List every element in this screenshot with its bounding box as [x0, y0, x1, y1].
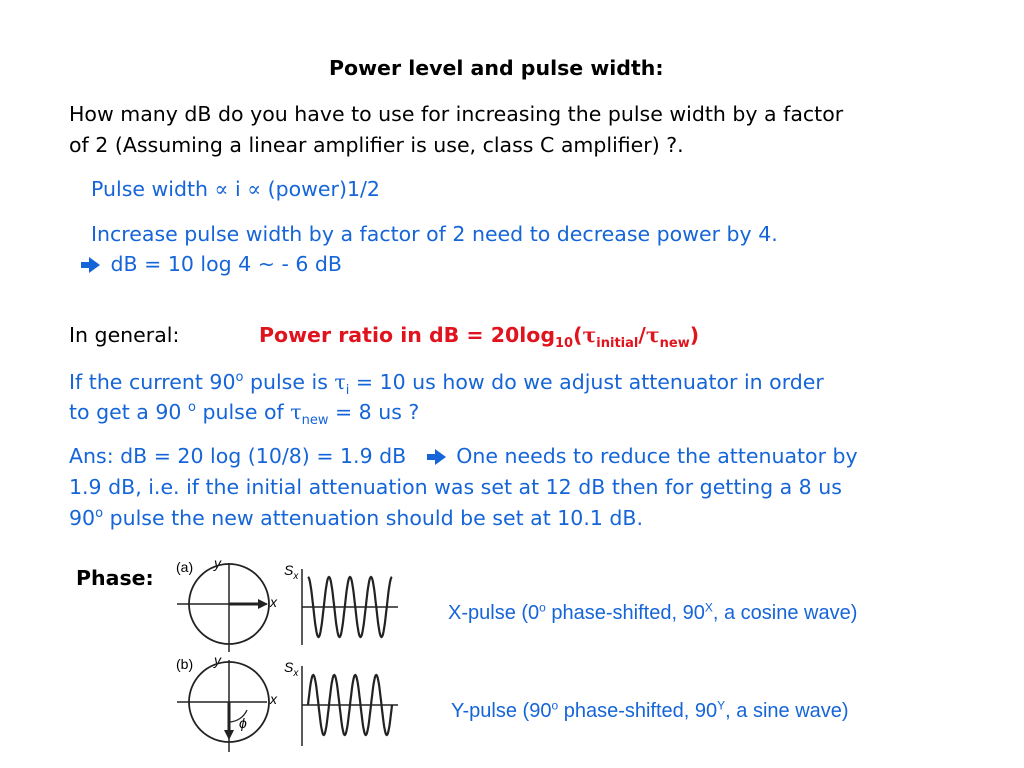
question-line-2: of 2 (Assuming a linear amplifier is use, class C amplifier) ?. — [69, 133, 684, 157]
current-text-f: = 8 us ? — [328, 400, 420, 424]
current-text-c: = 10 us how do we adjust attenuator in order — [349, 370, 824, 394]
panel-b-label: (b) — [176, 656, 194, 672]
increase-line-2 — [69, 249, 342, 280]
y-pulse-caption — [451, 700, 849, 723]
degree-sup: o — [539, 600, 546, 615]
answer-text-d: pulse the new attenuation should be set at 10.1 dB. — [103, 506, 644, 530]
phi-label: ϕ — [239, 715, 247, 731]
page-title: Power level and pulse width: — [329, 56, 664, 80]
x-axis-label: x — [270, 594, 277, 610]
arrow-right-icon — [89, 257, 100, 273]
caption-text: phase-shifted, 90 — [558, 700, 718, 722]
signal-label: $S_x$ — [284, 562, 299, 582]
tau-symbol: τ — [645, 323, 660, 347]
panel-a-label: (a) — [176, 559, 194, 575]
answer-text-b: One needs to reduce the attenuator by — [456, 444, 858, 468]
caption-text: Y-pulse (90 — [451, 700, 552, 722]
vector-arrowhead-icon — [258, 599, 268, 609]
x-pulse-caption — [448, 602, 857, 625]
y-axis-label: y — [214, 555, 221, 571]
current-text-b: pulse is — [243, 370, 335, 394]
proportionality-suffix: (power)1/2 — [267, 177, 380, 201]
x-pulse-figure — [172, 555, 402, 655]
tau-symbol: τ — [582, 323, 597, 347]
formula-log-base: 10 — [555, 336, 574, 352]
pulse-axis-sup: X — [704, 600, 713, 615]
vector-arrowhead-icon — [224, 730, 234, 740]
tau-i-sub: i — [345, 383, 350, 399]
answer-text-c: 90 — [69, 506, 96, 530]
degree-sup: o — [95, 506, 104, 522]
current-line-1 — [69, 367, 824, 398]
current-symbol: i — [234, 177, 241, 201]
tau-symbol: τ — [334, 370, 346, 394]
caption-text: , a cosine wave) — [712, 602, 858, 624]
question-line-1: How many dB do you have to use for increasing the pulse width by a factor — [69, 102, 844, 126]
answer-line-2: 1.9 dB, i.e. if the initial attenuation was set at 12 dB then for getting a 8 us — [69, 475, 842, 499]
increase-line-1: Increase pulse width by a factor of 2 need to decrease power by 4. — [91, 222, 778, 246]
current-text-e: pulse of — [195, 400, 291, 424]
current-text-a: If the current 90 — [69, 370, 236, 394]
current-line-2 — [69, 397, 419, 428]
answer-line-1 — [69, 441, 858, 472]
proportionality-line — [91, 174, 380, 205]
arrow-right-icon — [435, 449, 446, 465]
caption-text: , a sine wave) — [725, 700, 849, 722]
proportionality-prefix: Pulse width — [91, 177, 209, 201]
general-formula: Power ratio in dB = $20\log_{10}(\tau_{initial}/\tau_{new})$ — [259, 323, 700, 352]
y-pulse-figure — [172, 652, 402, 756]
caption-text: phase-shifted, 90 — [545, 602, 705, 624]
formula-prefix: Power ratio in dB = 20log — [259, 323, 556, 347]
db-calculation: dB = 10 log 4 ~ - 6 dB — [110, 252, 342, 276]
degree-sup: o — [235, 370, 244, 386]
degree-sup: o — [551, 698, 559, 713]
tau-new-sub: new — [659, 336, 690, 352]
y-axis-label: y — [214, 652, 221, 668]
propto-symbol-2: ∝ — [247, 177, 262, 201]
degree-sup: o — [187, 400, 196, 416]
caption-text: X-pulse (0 — [448, 602, 540, 624]
tau-initial-sub: initial — [596, 336, 639, 352]
answer-line-3 — [69, 503, 643, 534]
pulse-axis-sup: Y — [717, 698, 726, 713]
general-label: In general: — [69, 323, 180, 347]
current-text-d: to get a 90 — [69, 400, 188, 424]
x-axis-label: x — [270, 691, 277, 707]
tau-new-sub: new — [301, 413, 329, 429]
phase-label: Phase: — [76, 566, 154, 590]
propto-symbol-1: ∝ — [214, 177, 229, 201]
answer-text-a: Ans: dB = 20 log (10/8) = 1.9 dB — [69, 444, 407, 468]
tau-symbol: τ — [290, 400, 302, 424]
signal-label: $S_x$ — [284, 659, 299, 679]
